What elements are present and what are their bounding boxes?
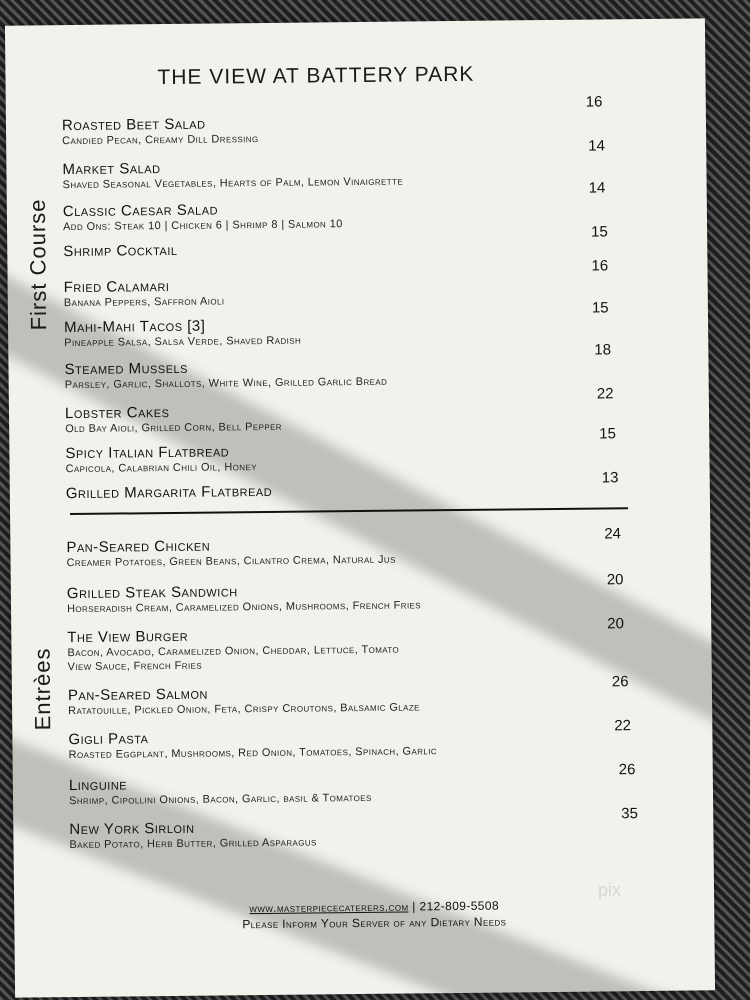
- item-description: Baked Potato, Herb Butter, Grilled Asparagus: [69, 836, 317, 852]
- item-description: Shaved Seasonal Vegetables, Hearts of Palm, Lemon Vinaigrette: [62, 175, 404, 192]
- item-price: 14: [588, 137, 605, 155]
- item-name: Grilled Margarita Flatbread: [65, 482, 273, 503]
- item-price: 13: [601, 469, 619, 487]
- item-name: Market Salad: [62, 160, 161, 179]
- item-price: 20: [607, 615, 625, 633]
- item-description: Add Ons: Steak 10 | Chicken 6 | Shrimp 8 | Salmon 10: [62, 218, 343, 234]
- item-description: Roasted Eggplant, Mushrooms, Red Onion, Tomatoes, Spinach, Garlic: [68, 745, 438, 762]
- item-description: Creamer Potatoes, Green Beans, Cilantro Crema, Natural Jus: [66, 553, 396, 570]
- menu-title: THE VIEW AT BATTERY PARK: [157, 62, 475, 90]
- menu-item: [66, 480, 586, 502]
- menu-item: [64, 314, 584, 350]
- item-price: 15: [599, 425, 617, 443]
- item-name: Lobster Cakes: [64, 403, 170, 423]
- item-price: 15: [591, 299, 609, 317]
- item-description: Candied Pecan, Creamy Dill Dressing: [62, 133, 259, 148]
- item-description-line2: View Sauce, French Fries: [67, 659, 203, 674]
- item-description: Bacon, Avocado, Caramelized Onion, Cheddar, Lettuce, Tomato: [67, 643, 400, 660]
- item-description: Horseradish Cream, Caramelized Onions, Mushrooms, French Fries: [66, 599, 422, 616]
- menu-item: [69, 816, 589, 852]
- menu-item: [62, 112, 582, 148]
- item-price: 22: [596, 385, 614, 403]
- website-link[interactable]: www.masterpiececaterers.com: [249, 899, 409, 916]
- item-description: Ratatouille, Pickled Onion, Feta, Crispy Croutons, Balsamic Glaze: [68, 701, 420, 718]
- item-price: 26: [618, 761, 636, 779]
- menu-item: [66, 534, 586, 570]
- menu-item: [63, 198, 583, 234]
- item-price: 18: [594, 341, 612, 359]
- menu-item: [68, 726, 588, 762]
- watermark: pix: [598, 880, 622, 900]
- item-name: New York Sirloin: [69, 819, 195, 839]
- item-price: 20: [606, 571, 624, 589]
- item-name: Shrimp Cocktail: [63, 241, 178, 261]
- section-label-first-course: First Course: [24, 198, 52, 331]
- item-name: Grilled Steak Sandwich: [66, 583, 238, 603]
- item-description: Shrimp, Cipollini Onions, Bacon, Garlic, basil & Tomatoes: [68, 791, 372, 808]
- item-name: Roasted Beet Salad: [61, 115, 206, 135]
- item-price: 16: [585, 93, 603, 111]
- menu-item: [67, 624, 587, 674]
- menu-item: [63, 238, 583, 260]
- item-price: 15: [591, 223, 608, 241]
- menu-item: [65, 440, 585, 476]
- item-name: Fried Calamari: [63, 277, 170, 297]
- item-name: Classic Caesar Salad: [62, 201, 219, 221]
- item-price: 26: [611, 673, 629, 691]
- phone-number: | 212-809-5508: [408, 898, 500, 914]
- item-price: 24: [604, 525, 622, 543]
- item-description: Old Bay Aioli, Grilled Corn, Bell Pepper: [65, 420, 283, 436]
- item-description: Parsley, Garlic, Shallots, White Wine, Grilled Garlic Bread: [64, 375, 388, 392]
- item-name: Pan-Seared Salmon: [67, 685, 209, 705]
- menu-item: [62, 156, 582, 192]
- item-description: Banana Peppers, Saffron Aioli: [63, 295, 225, 310]
- item-name: Spicy Italian Flatbread: [65, 443, 230, 463]
- menu-item: [64, 274, 584, 310]
- section-label-entrees: Entrèes: [29, 647, 56, 731]
- item-name: Pan-Seared Chicken: [66, 537, 211, 557]
- menu-item: [64, 356, 584, 392]
- item-name: Gigli Pasta: [68, 730, 149, 749]
- item-description: Capicola, Calabrian Chili Oil, Honey: [65, 461, 257, 476]
- menu-item: [65, 400, 585, 436]
- item-name: Steamed Mussels: [64, 359, 189, 379]
- footer-notice: Please Inform Your Server of any Dietary Needs: [242, 914, 507, 932]
- menu-item: [67, 580, 587, 616]
- item-name: The View Burger: [67, 627, 189, 647]
- item-name: Mahi-Mahi Tacos [3]: [64, 317, 206, 337]
- item-description: Pineapple Salsa, Salsa Verde, Shaved Radish: [64, 334, 302, 350]
- item-price: 22: [614, 717, 632, 735]
- menu-sheet: [5, 18, 715, 997]
- item-price: 35: [621, 805, 638, 823]
- item-name: Linguine: [68, 776, 128, 795]
- item-price: 16: [591, 257, 609, 275]
- menu-item: [69, 772, 589, 808]
- menu-item: [68, 682, 588, 718]
- footer-contact: [164, 898, 584, 916]
- item-price: 14: [588, 179, 606, 197]
